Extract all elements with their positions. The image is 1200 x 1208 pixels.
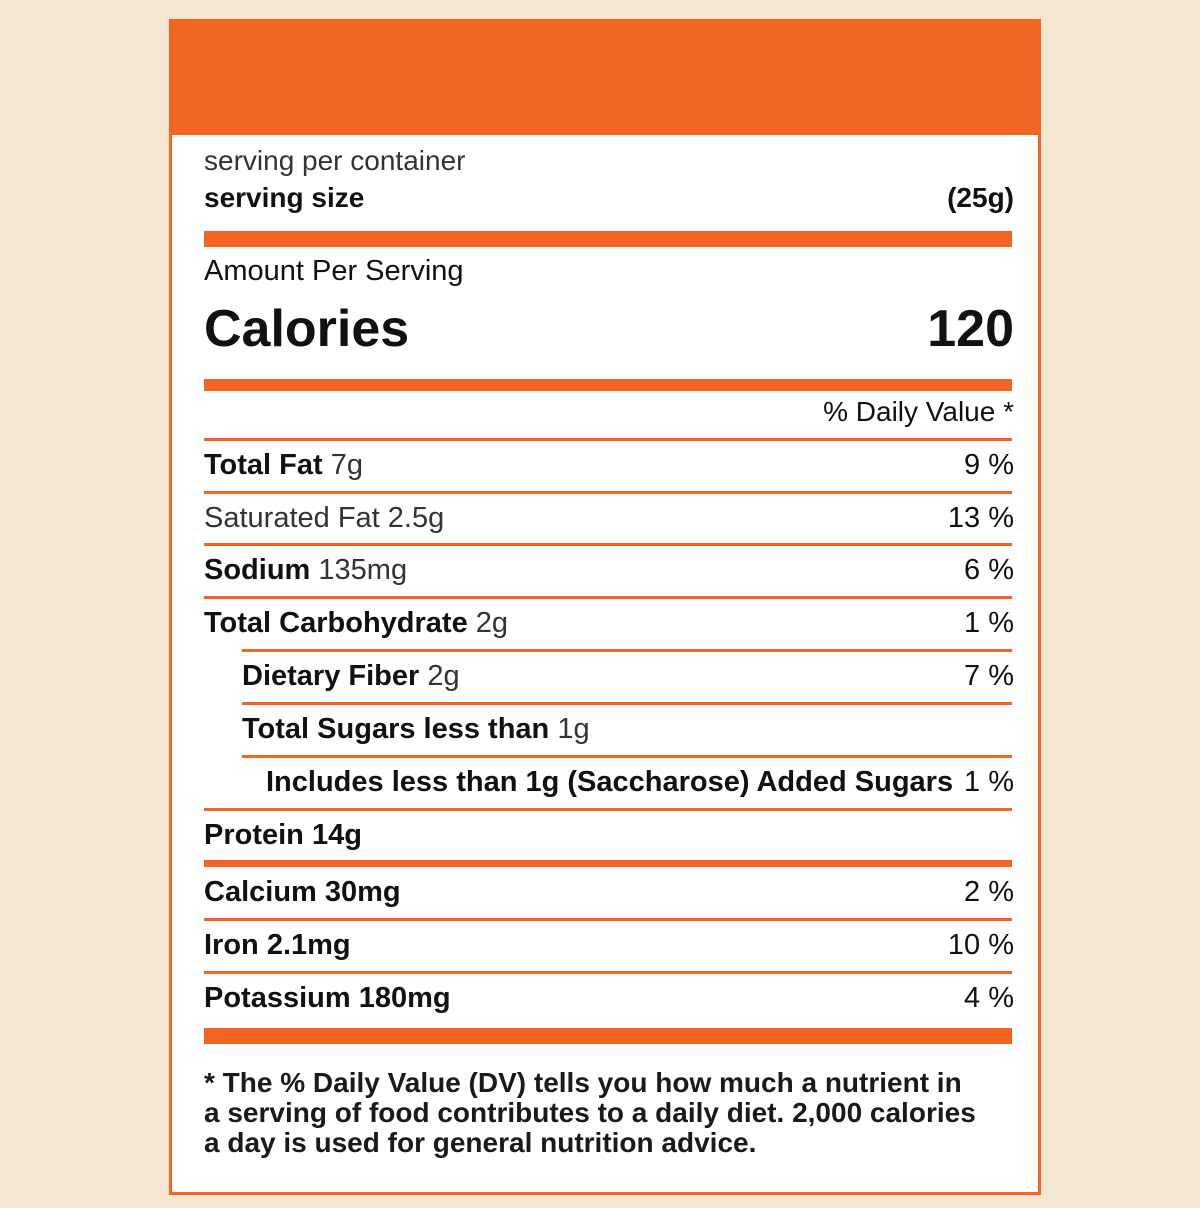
nutrient-row-added-sugars [266, 766, 953, 799]
mineral-dv: 10 % [947, 929, 1014, 961]
serving-size-label: serving size [204, 182, 365, 213]
nutrient-dv: 1 % [964, 607, 1014, 639]
nutrient-name: Total Fat [204, 449, 323, 481]
mineral-row-calcium: Calcium 30mg [204, 876, 401, 908]
divider-heavy [204, 379, 1012, 391]
mineral-row-iron: Iron 2.1mg [204, 929, 351, 961]
nutrient-name: Dietary Fiber [242, 660, 420, 692]
divider-medium [204, 860, 1012, 867]
nutrient-dv: 7 % [964, 660, 1014, 692]
nutrient-amount: 1g [557, 713, 590, 745]
nutrient-amount: 2g [427, 660, 460, 692]
nutrient-row-saturated-fat [204, 502, 444, 535]
nutrient-row-total-carbohydrate [204, 607, 508, 640]
divider-thick [204, 231, 1012, 247]
nutrition-facts-panel [169, 19, 1041, 1195]
nutrient-dv: 13 % [947, 502, 1014, 534]
nutrient-name: Total Carbohydrate [204, 607, 468, 639]
nutrient-amount: 7g [330, 449, 364, 481]
mineral-dv: 2 % [964, 876, 1014, 908]
mineral-row-potassium: Potassium 180mg [204, 982, 451, 1014]
footnote-line: a serving of food contributes to a daily diet. 2,000 calories [204, 1097, 976, 1128]
divider-thick [204, 1028, 1012, 1044]
divider [204, 543, 1012, 546]
nutrient-name: Protein [204, 819, 304, 851]
footnote-line: a day is used for general nutrition advice. [204, 1127, 757, 1158]
calories-value: 120 [927, 300, 1014, 358]
divider [204, 491, 1012, 494]
divider [204, 971, 1012, 974]
nutrient-dv: 9 % [964, 449, 1014, 481]
nutrient-dv: 1 % [964, 766, 1014, 798]
nutrient-amount: 135mg [318, 554, 408, 586]
nutrient-amount: 2.5g [387, 502, 445, 534]
divider [204, 438, 1012, 441]
nutrient-row-protein [204, 819, 362, 852]
divider [204, 596, 1012, 599]
nutrient-name: Sodium [204, 554, 311, 586]
calories-label: Calories [204, 300, 410, 358]
divider [204, 808, 1012, 811]
serving-size-value: (25g) [947, 182, 1014, 213]
nutrient-row-total-sugars [242, 713, 590, 746]
daily-value-header: % Daily Value * [823, 396, 1014, 427]
divider [204, 918, 1012, 921]
amount-per-serving: Amount Per Serving [204, 255, 464, 287]
nutrient-row-total-fat [204, 449, 363, 482]
nutrient-row-dietary-fiber [242, 660, 460, 693]
nutrient-name: Total Sugars less than [242, 713, 550, 745]
footnote-line: * The % Daily Value (DV) tells you how much a nutrient in [204, 1067, 962, 1098]
nutrient-dv: 6 % [964, 554, 1014, 586]
footnote [204, 1068, 976, 1158]
nutrient-amount: 2g [475, 607, 509, 639]
header-band [172, 22, 1038, 135]
nutrient-name: Saturated Fat [204, 502, 380, 534]
divider [242, 755, 1012, 758]
divider [242, 702, 1012, 705]
divider [242, 649, 1012, 652]
nutrient-amount: 14g [311, 819, 362, 851]
mineral-dv: 4 % [964, 982, 1014, 1014]
nutrient-name: Includes less than 1g (Saccharose) Added Sugars [266, 766, 954, 798]
nutrient-row-sodium [204, 554, 407, 587]
servings-per-container: serving per container [204, 145, 466, 176]
